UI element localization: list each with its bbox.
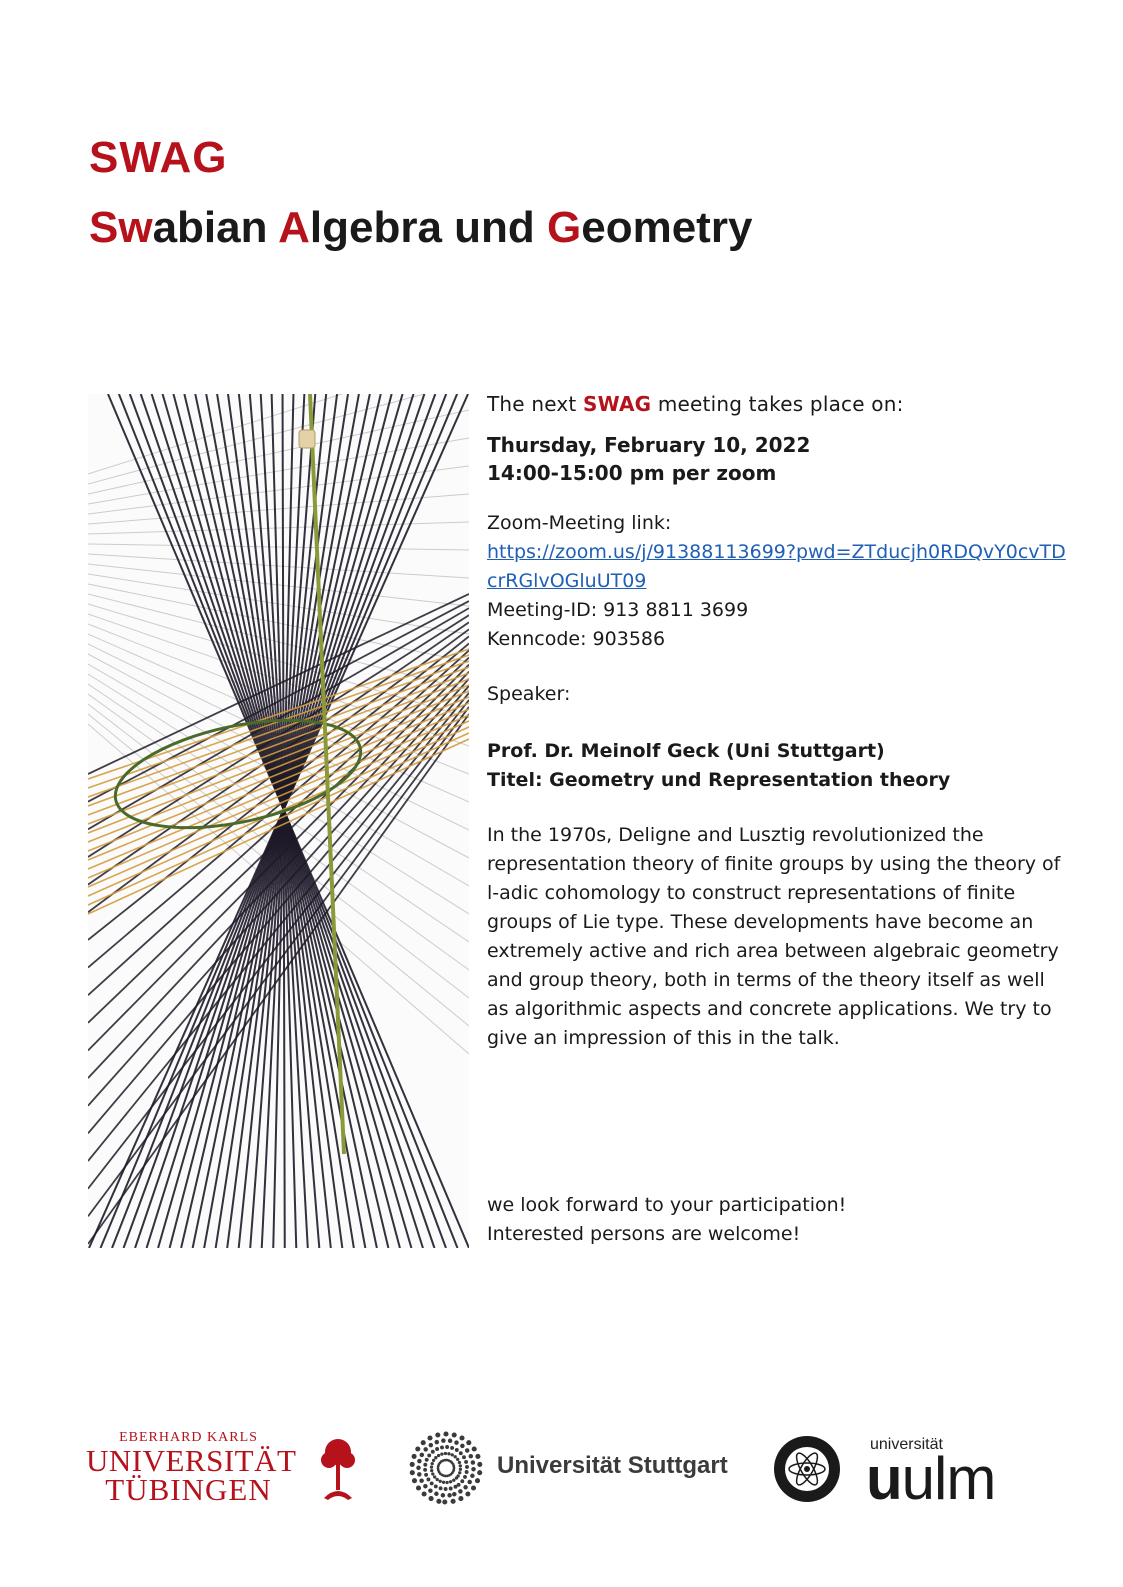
title-segment-abian: abian — [152, 203, 279, 252]
title-acronym: SWAG — [89, 133, 228, 182]
tuebingen-logo — [86, 1430, 297, 1507]
tuebingen-logo-line2: UNIVERSITÄT — [86, 1443, 297, 1478]
ulm-seal-icon — [772, 1434, 842, 1504]
event-date: Thursday, February 10, 2022 — [487, 433, 811, 457]
title-segment-g: G — [547, 203, 582, 252]
stuttgart-dots-icon — [408, 1430, 484, 1506]
tuebingen-logo-line3: TÜBINGEN — [105, 1472, 272, 1507]
event-datetime — [487, 431, 1087, 487]
ulm-logo-text — [866, 1434, 995, 1524]
speaker-label: Speaker: — [487, 683, 571, 705]
ulm-logo-rest: ulm — [901, 1445, 996, 1512]
logo-bar — [0, 1420, 1123, 1520]
title-segment-eometry: eometry — [581, 203, 753, 252]
stuttgart-logo-text: Universität Stuttgart — [497, 1452, 728, 1479]
kenncode: Kenncode: 903586 — [487, 628, 666, 650]
title-segment-lgebra: lgebra und — [309, 203, 547, 252]
intro-line — [487, 390, 1087, 419]
closing-line-1: we look forward to your participation! — [487, 1194, 847, 1216]
title-segment-sw: Sw — [89, 203, 153, 252]
speaker-info — [487, 737, 1087, 795]
intro-before: The next — [487, 392, 584, 416]
event-details — [487, 390, 1087, 1053]
string-art-photo — [88, 394, 469, 1248]
tuebingen-logo-line1: EBERHARD KARLS — [119, 1430, 258, 1445]
meeting-id: Meeting-ID: 913 8811 3699 — [487, 599, 749, 621]
intro-after: meeting takes place on: — [651, 392, 904, 416]
event-time: 14:00-15:00 pm per zoom — [487, 461, 777, 485]
talk-abstract: In the 1970s, Deligne and Lusztig revolutionized the representation theory of finite groups by using the theory of l-adic cohomology to construct representations of finite groups of Lie type. These developments have become an extremely active and rich area between algebraic geometry and group theory, both in terms of the theory itself as well as algorithmic aspects and concrete applications. We try to give an impression of this in the talk. — [487, 824, 1061, 1049]
zoom-info — [487, 509, 1087, 654]
ulm-logo-bold-u: u — [866, 1445, 902, 1512]
ulm-logo-small-text: universität — [870, 1436, 943, 1453]
title-segment-a: A — [278, 203, 310, 252]
closing-text — [487, 1191, 846, 1249]
intro-acronym: SWAG — [583, 392, 652, 416]
title-full — [89, 198, 752, 258]
zoom-link[interactable]: https://zoom.us/j/91388113699?pwd=ZTducjh0RDQvY0cvTDcrRGlvOGluUT09 — [487, 541, 1066, 592]
closing-line-2: Interested persons are welcome! — [487, 1223, 801, 1245]
tree-icon — [318, 1436, 358, 1502]
talk-title: Titel: Geometry und Representation theory — [487, 769, 951, 791]
speaker-name: Prof. Dr. Meinolf Geck (Uni Stuttgart) — [487, 740, 885, 762]
zoom-label: Zoom-Meeting link: — [487, 512, 672, 534]
